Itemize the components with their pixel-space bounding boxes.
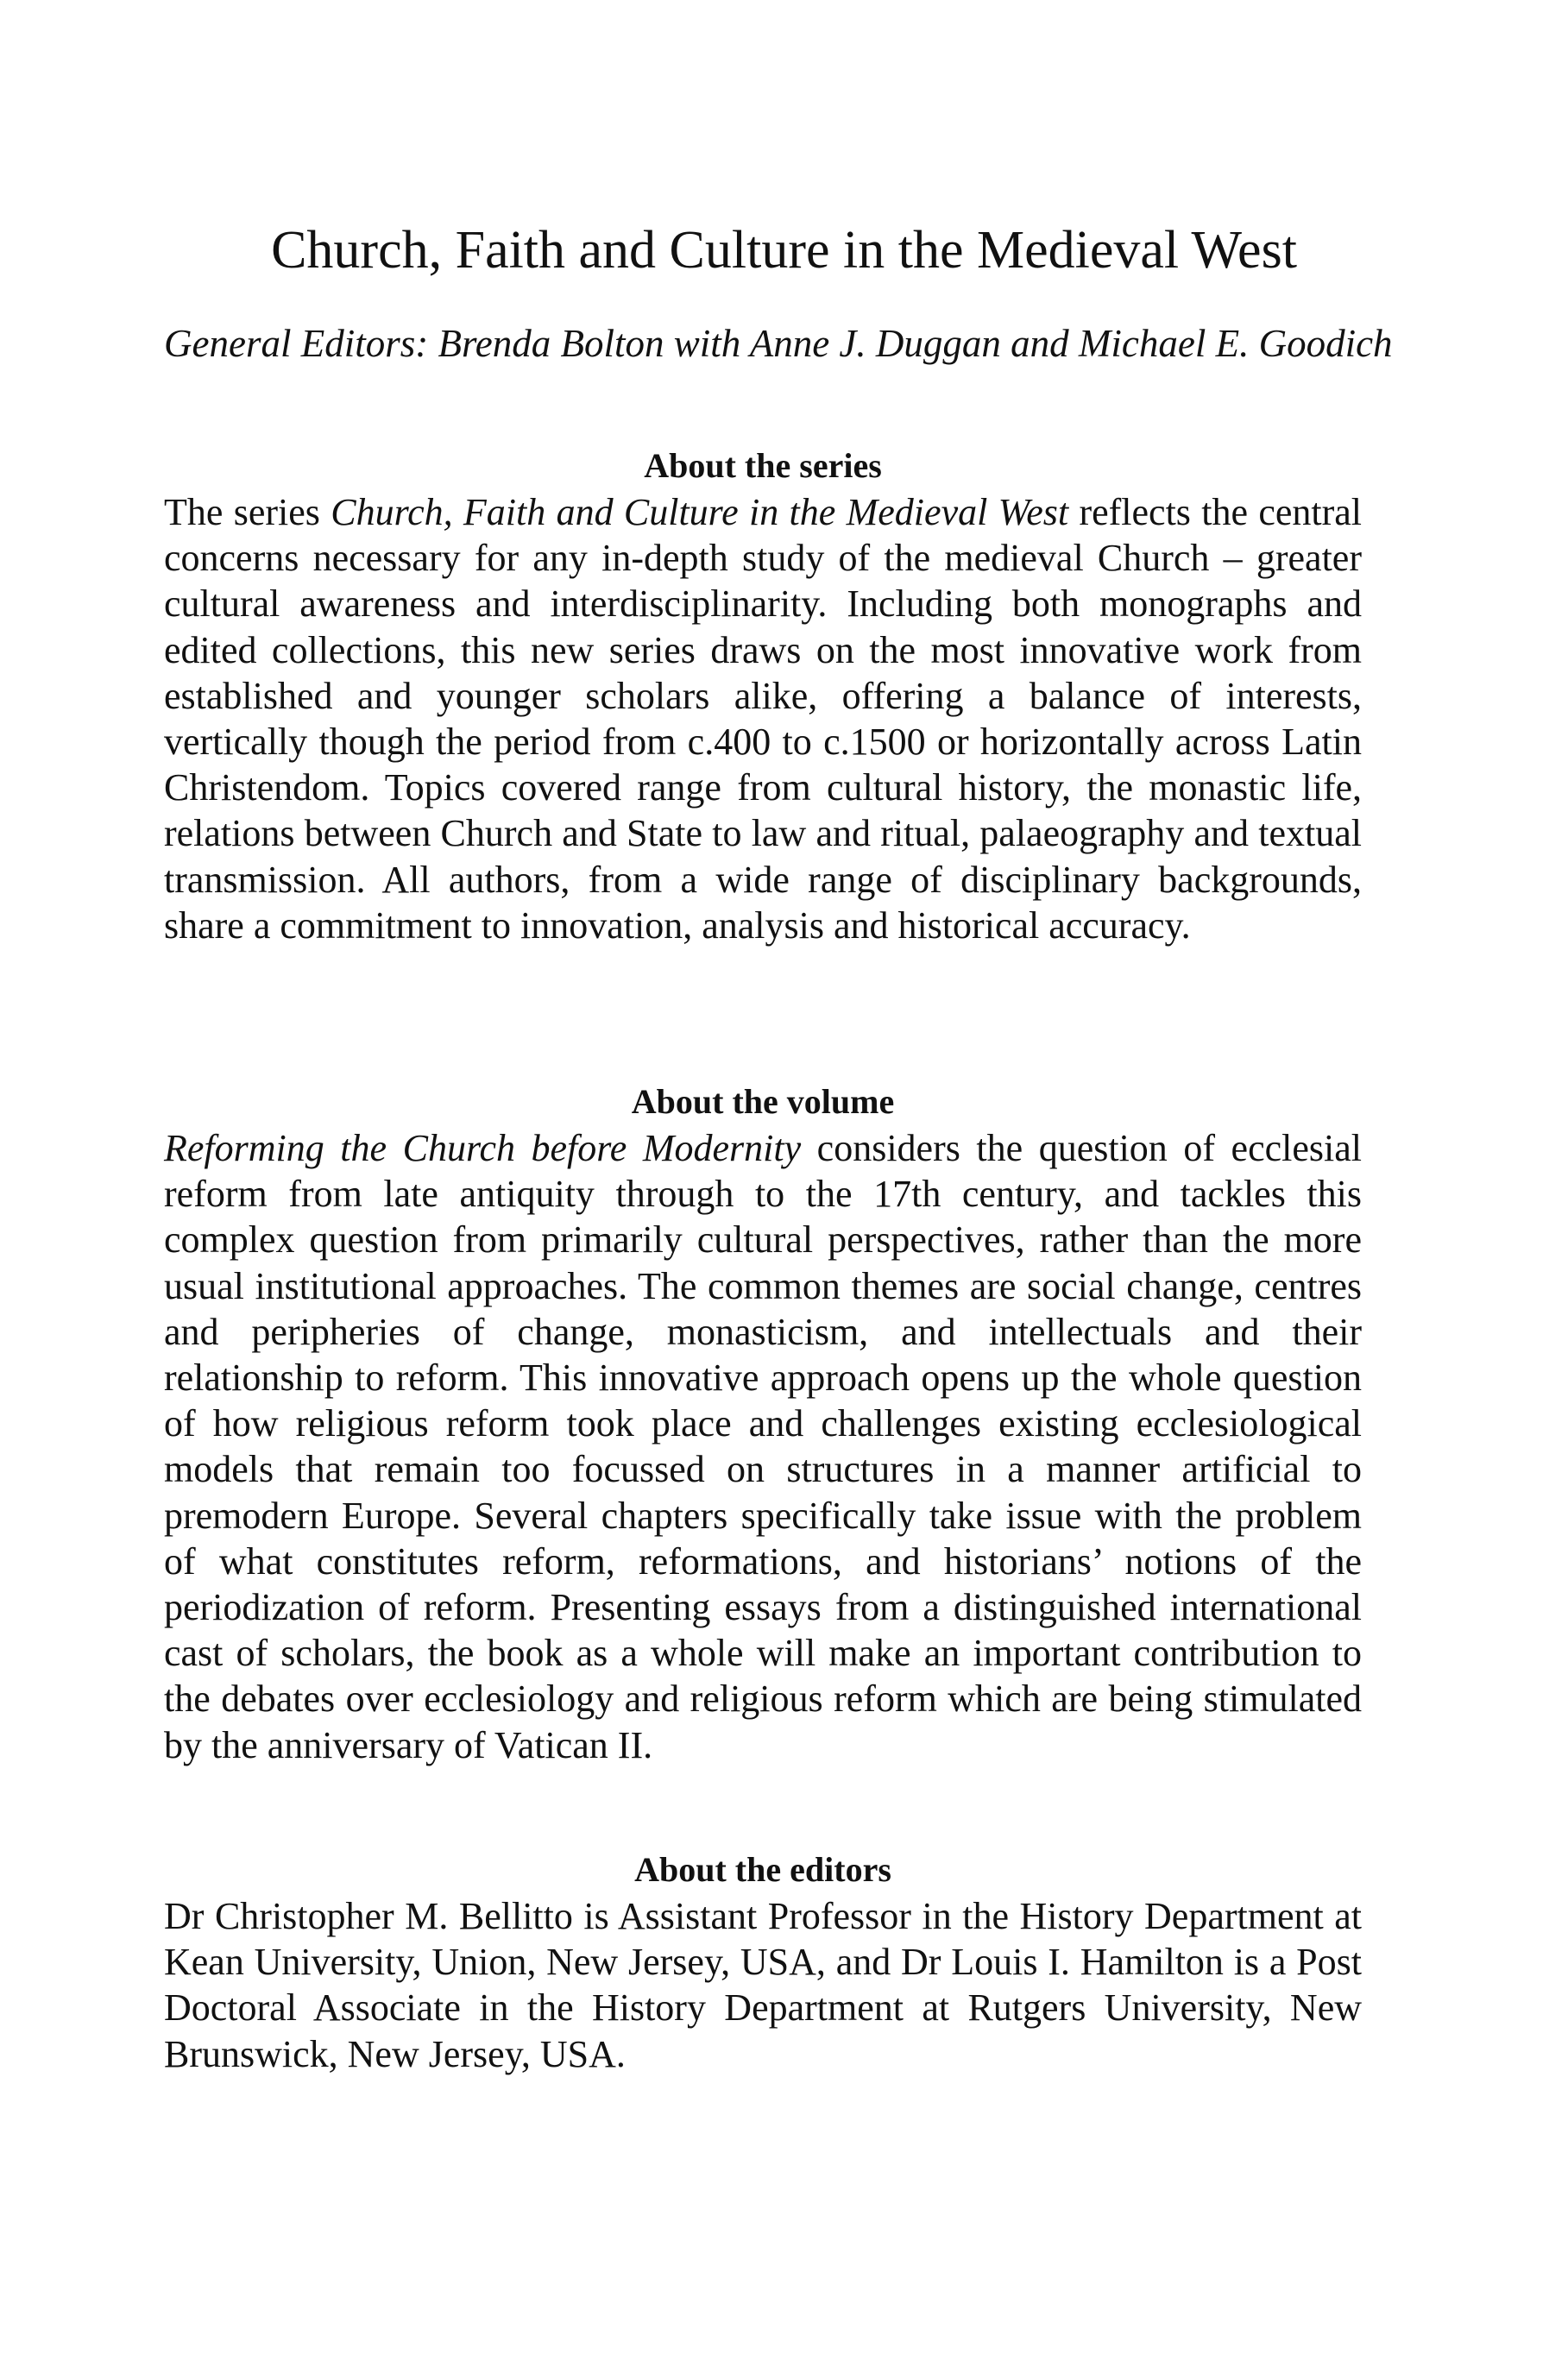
series-name: Church, Faith and Culture in the Medieval West	[331, 491, 1069, 533]
about-series-lead: The series	[164, 491, 331, 533]
about-editors-text: Dr Christopher M. Bellitto is Assistant Professor in the History Department at Kean University, Union, New Jersey, USA, and Dr Louis I. Hamilton is a Post Doctoral Associate in the History Department at Rutgers University, New Brunswick, New Jersey, USA.	[164, 1895, 1362, 2075]
about-volume-body: considers the question of ecclesial reform from late antiquity through to the 17th century, and tackles this complex question from primarily cultural perspectives, rather than the more usual institutional approaches. The common themes are social change, centres and peripheries of change, monasticism, and intellectuals and their relationship to reform. This innovative approach opens up the whole question of how religious reform took place and challenges existing ecclesiological models that remain too focussed on structures in a manner artificial to premodern Europe. Several chapters specifically take issue with the problem of what constitutes reform, reformations, and historians’ notions of the periodization of reform. Presenting essays from a distinguished international cast of scholars, the book as a whole will make an important contribution to the debates over ecclesiology and religious reform which are being stimulated by the anniversary of Vatican II.	[164, 1127, 1362, 1766]
about-editors-section	[164, 1847, 1362, 2077]
series-title: Church, Faith and Culture in the Medieval West	[271, 221, 1297, 280]
about-series-body: reflects the central concerns necessary for any in-depth study of the medieval Church – greater cultural awareness and interdisciplinarity. Including both monographs and edited collections, this new series draws on the most innovative work from established and younger scholars alike, offering a balance of interests, vertically though the period from c.400 to c.1500 or horizontally across Latin Christendom. Topics covered range from cultural history, the monastic life, relations between Church and State to law and ritual, palaeography and textual transmission. All authors, from a wide range of disciplinary backgrounds, share a commitment to innovation, analysis and historical accuracy.	[164, 491, 1363, 947]
about-volume-section	[164, 1079, 1362, 1768]
book-title: Reforming the Church before Modernity	[164, 1127, 802, 1169]
general-editors-line: General Editors: Brenda Bolton with Anne J. Duggan and Michael E. Goodich	[164, 322, 1393, 365]
about-volume-text	[164, 1125, 1362, 1768]
about-series-section	[164, 443, 1362, 948]
about-series-text	[164, 489, 1362, 948]
about-volume-heading: About the volume	[631, 1082, 895, 1121]
about-editors-heading: About the editors	[634, 1850, 891, 1889]
about-series-heading: About the series	[644, 446, 882, 485]
